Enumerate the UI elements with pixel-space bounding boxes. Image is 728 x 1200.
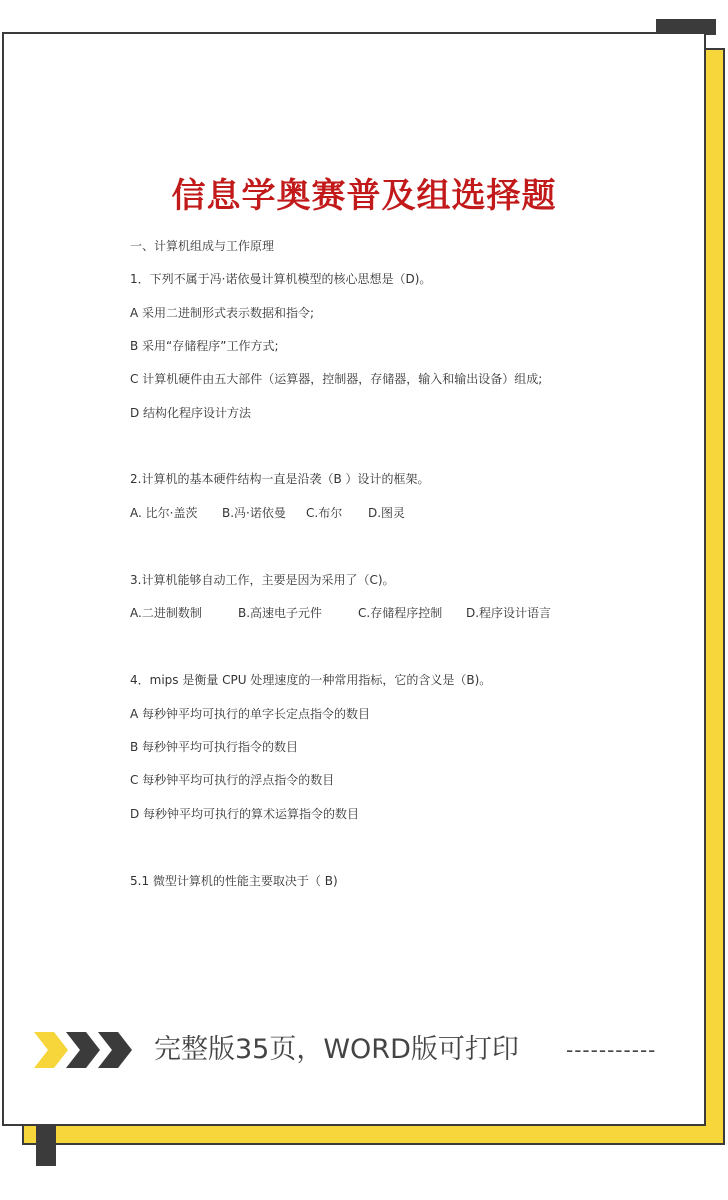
document-title: 信息学奥赛普及组选择题 [171, 176, 557, 216]
question-1-option-c: C 计算机硬件由五大部件（运算器，控制器，存储器，输入和输出设备）组成; [130, 372, 543, 386]
question-4-option-b: B 每秒钟平均可执行指令的数目 [130, 740, 299, 754]
question-2-option-c: C.布尔 [306, 506, 343, 520]
bottom-tab-decoration [36, 1124, 56, 1166]
question-2-option-b: B.冯·诺依曼 [222, 506, 286, 520]
question-1-option-a: A 采用二进制形式表示数据和指令; [130, 306, 315, 320]
question-3-option-d: D.程序设计语言 [466, 606, 552, 620]
chevron-right-icon [34, 1032, 68, 1068]
footer-dashes: ----------- [566, 1038, 657, 1062]
section-heading: 一、计算机组成与工作原理 [130, 239, 275, 253]
question-2-stem: 2.计算机的基本硬件结构一直是沿袭（B ）设计的框架。 [130, 472, 430, 486]
question-3-option-b: B.高速电子元件 [238, 606, 323, 620]
chevrons-decoration [34, 1030, 138, 1070]
question-3-stem: 3.计算机能够自动工作，主要是因为采用了（C)。 [130, 573, 395, 587]
question-3-option-a: A.二进制数制 [130, 606, 202, 620]
question-1-option-d: D 结构化程序设计方法 [130, 406, 252, 420]
question-3-option-c: C.存储程序控制 [358, 606, 443, 620]
question-4-option-a: A 每秒钟平均可执行的单字长定点指令的数目 [130, 707, 371, 721]
question-2-option-d: D.图灵 [368, 506, 406, 520]
question-4-option-c: C 每秒钟平均可执行的浮点指令的数目 [130, 773, 335, 787]
question-5-stem: 5.1 微型计算机的性能主要取决于（ B) [130, 874, 338, 888]
question-4-stem: 4．mips 是衡量 CPU 处理速度的一种常用指标，它的含义是（B)。 [130, 673, 492, 687]
footer-text: 完整版35页，WORD版可打印 [154, 1034, 519, 1065]
question-4-option-d: D 每秒钟平均可执行的算术运算指令的数目 [130, 807, 360, 821]
question-1-option-b: B 采用“存储程序”工作方式; [130, 339, 279, 353]
question-2-option-a: A. 比尔·盖茨 [130, 506, 198, 520]
question-1-stem: 1．下列不属于冯·诺依曼计算机模型的核心思想是（D)。 [130, 272, 432, 286]
chevron-right-icon [66, 1032, 100, 1068]
chevron-right-icon [98, 1032, 132, 1068]
